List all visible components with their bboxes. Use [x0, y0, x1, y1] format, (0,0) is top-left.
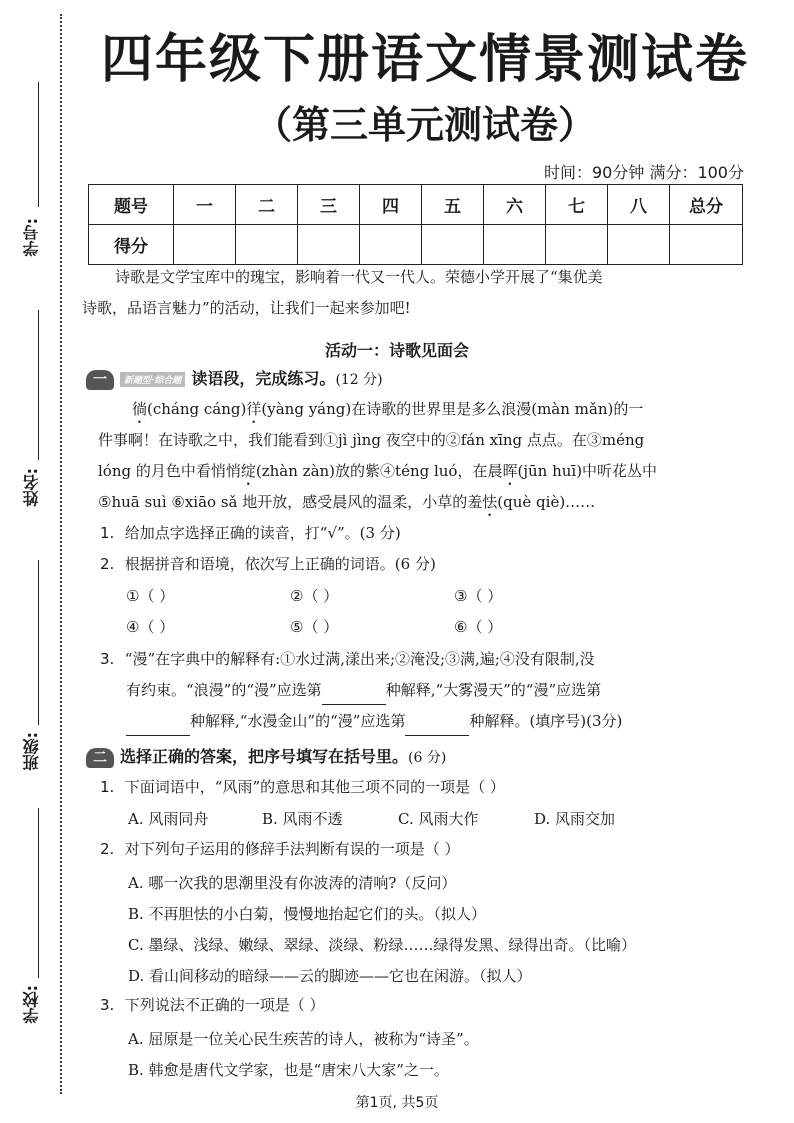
score-row-label: 得分 [89, 225, 174, 265]
question-2-1 [100, 772, 505, 802]
score-cell: 三 [298, 185, 360, 225]
score-input-cell[interactable] [360, 225, 422, 265]
option-a[interactable]: A. 哪一次我的思潮里没有你波涛的清响?（反问） [128, 874, 457, 892]
answer-blanks-row-1 [126, 585, 618, 606]
answer-blank[interactable]: ⑤（ ） [290, 618, 339, 636]
question-text: “漫”在字典中的解释有:①水过满,漾出来;②淹没;③满,遍;④没有限制,没 [124, 650, 595, 668]
question-text: 对下列句子运用的修辞手法判断有误的一项是（ ） [124, 840, 460, 858]
score-input-cell[interactable] [174, 225, 236, 265]
section-2-score: (6 分) [408, 750, 447, 766]
time-info: 时间：90分钟 满分：100分 [544, 163, 744, 182]
class-label: 班级: [22, 732, 41, 771]
fill-blank[interactable] [126, 719, 190, 736]
question-number: 1. [100, 778, 115, 796]
section-number-badge: 二 [86, 748, 114, 768]
option-a[interactable]: A. 风雨同舟 [128, 810, 209, 828]
score-input-cell[interactable] [298, 225, 360, 265]
question-1-3-line-3 [126, 706, 622, 736]
passage-text: lóng 的月色中看悄悄 [98, 462, 241, 480]
fill-blank[interactable] [405, 719, 469, 736]
answer-blank[interactable]: ⑥（ ） [454, 618, 503, 636]
section-number-badge: 一 [86, 370, 114, 390]
page-number: 第1页, 共5页 [355, 1095, 439, 1111]
passage-text: (jūn huī)中听花丛中 [517, 462, 658, 480]
score-input-cell[interactable] [422, 225, 484, 265]
class-line [38, 560, 39, 725]
question-1-2 [100, 549, 436, 579]
score-input-cell[interactable] [546, 225, 608, 265]
name-label: 姓名: [22, 468, 41, 507]
option-d[interactable]: D. 看山间移动的暗绿——云的脚迹——它也在闲游。（拟人） [128, 967, 532, 985]
dotted-char: 徜 [132, 400, 148, 418]
score-table-score-row [89, 225, 743, 265]
intro-line-2: 诗歌，品语言魅力”的活动，让我们一起来参加吧! [82, 299, 411, 317]
section-1-score: (12 分) [335, 372, 383, 388]
answer-blank[interactable]: ①（ ） [126, 587, 175, 605]
answer-blanks-row-2 [126, 616, 618, 637]
section-2-title: 选择正确的答案，把序号填写在括号里。 [120, 747, 409, 766]
xuehao-label: 学号: [22, 218, 41, 257]
answer-blank[interactable]: ③（ ） [454, 587, 503, 605]
question-number: 3. [100, 650, 115, 668]
dotted-char: 怯 [482, 493, 498, 511]
passage-line-2: 件事啊！在诗歌之中，我们能看到①jì jìng 夜空中的②fán xīng 点点。在③méng [98, 431, 645, 449]
score-cell: 八 [608, 185, 670, 225]
question-text: 种解释,“大雾漫天”的“漫”应选第 [385, 681, 602, 699]
score-cell: 五 [422, 185, 484, 225]
score-table [88, 184, 743, 265]
fill-blank[interactable] [322, 688, 386, 705]
question-text: 有约束。“浪漫”的“漫”应选第 [126, 681, 322, 699]
page-subtitle: （第三单元测试卷） [253, 103, 596, 147]
new-question-tag: 新题型·综合题 [120, 372, 185, 387]
binding-dashed-line [60, 14, 62, 1094]
activity-title: 活动一：诗歌见面会 [324, 341, 469, 360]
question-number: 2. [100, 840, 115, 858]
score-cell: 四 [360, 185, 422, 225]
answer-blank[interactable]: ②（ ） [290, 587, 339, 605]
question-1-3-line-1 [100, 644, 595, 674]
school-label: 学校: [22, 985, 41, 1024]
page-title: 四年级下册语文情景测试卷 [100, 30, 749, 90]
passage-line-4 [98, 487, 595, 520]
option-c[interactable]: C. 风雨大作 [398, 810, 479, 828]
score-cell: 一 [174, 185, 236, 225]
passage-text: (què qiè)…… [497, 493, 596, 511]
name-line [38, 310, 39, 460]
section-1-heading [86, 366, 383, 390]
question-number: 2. [100, 555, 115, 573]
xuehao-line [38, 82, 39, 207]
score-cell: 总分 [670, 185, 743, 225]
question-text: 种解释,“水漫金山”的“漫”应选第 [190, 712, 406, 730]
passage-text: (yàng yáng)在诗歌的世界里是多么浪漫(màn mǎn)的一 [261, 400, 644, 418]
question-text: 下列说法不正确的一项是（ ） [124, 996, 325, 1014]
question-text: 下面词语中，“风雨”的意思和其他三项不同的一项是（ ） [124, 778, 505, 796]
question-2-3 [100, 990, 325, 1020]
score-input-cell[interactable] [670, 225, 743, 265]
question-2-2 [100, 834, 460, 864]
question-text: 根据拼音和语境，依次写上正确的词语。(6 分) [124, 555, 436, 573]
question-number: 3. [100, 996, 115, 1014]
score-cell: 六 [484, 185, 546, 225]
option-b[interactable]: B. 韩愈是唐代文学家，也是“唐宋八大家”之一。 [128, 1061, 449, 1079]
score-cell: 题号 [89, 185, 174, 225]
question-text: 给加点字选择正确的读音，打“√”。(3 分) [124, 524, 401, 542]
pinyin-option: (cháng cáng) [147, 400, 247, 418]
section-1-title: 读语段，完成练习。 [191, 369, 336, 388]
passage-line-3 [98, 456, 657, 489]
answer-blank[interactable]: ④（ ） [126, 618, 175, 636]
question-number: 1. [100, 524, 115, 542]
passage-line-1 [132, 394, 643, 427]
score-cell: 二 [236, 185, 298, 225]
option-c[interactable]: C. 墨绿、浅绿、嫩绿、翠绿、淡绿、粉绿……绿得发黑、绿得出奇。（比喻） [128, 936, 636, 954]
dotted-char: 徉 [246, 400, 262, 418]
option-a[interactable]: A. 屈原是一位关心民生疾苦的诗人，被称为“诗圣”。 [128, 1030, 479, 1048]
dotted-char: 晖 [502, 462, 518, 480]
score-input-cell[interactable] [236, 225, 298, 265]
question-1-1 [100, 518, 401, 548]
score-input-cell[interactable] [484, 225, 546, 265]
option-b[interactable]: B. 风雨不透 [262, 810, 343, 828]
score-input-cell[interactable] [608, 225, 670, 265]
question-1-3-line-2 [126, 675, 601, 705]
question-text: 种解释。(填序号)(3分) [469, 712, 623, 730]
passage-text: (zhàn zàn)放的紫④téng luó，在晨 [255, 462, 503, 480]
score-table-header-row [89, 185, 743, 225]
score-cell: 七 [546, 185, 608, 225]
section-2-heading [86, 744, 446, 768]
dotted-char: 绽 [240, 462, 256, 480]
option-b[interactable]: B. 不再胆怯的小白菊，慢慢地抬起它们的头。（拟人） [128, 905, 487, 923]
intro-line-1: 诗歌是文学宝库中的瑰宝，影响着一代又一代人。荣德小学开展了“集优美 [115, 268, 603, 286]
school-line [38, 808, 39, 978]
passage-text: ⑤huā suì ⑥xiāo sǎ 地开放，感受晨风的温柔，小草的羞 [98, 493, 483, 511]
option-d[interactable]: D. 风雨交加 [534, 810, 616, 828]
